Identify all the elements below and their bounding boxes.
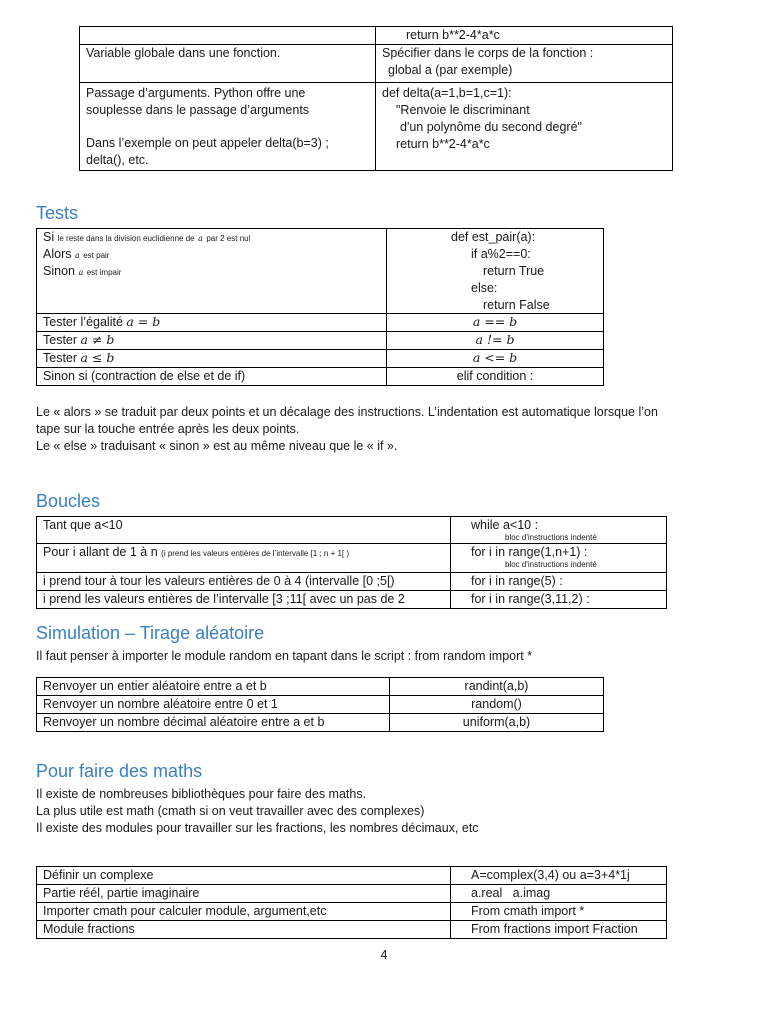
cell-right: for i in range(1,n+1) : bloc d'instructions indenté [451,544,667,573]
cell-left: i prend tour à tour les valeurs entières de 0 à 4 (intervalle [0 ;5[) [37,573,451,591]
table-row [37,332,604,350]
cell-left: Variable globale dans une fonction. [80,44,376,82]
cell-right: Spécifier dans le corps de la fonction : global a (par exemple) [376,44,673,82]
table-row [80,27,673,45]
cell-right: From fractions import Fraction [451,920,667,938]
cell-right: a == b [387,314,604,332]
cell-left: Importer cmath pour calculer module, argument,etc [37,902,451,920]
table-row [80,82,673,170]
maths-paragraph: Il existe de nombreuses bibliothèques pour faire des maths. La plus utile est math (cmath si on veut travailler avec des complexes) Il existe des modules pour travailler sur les fractions, les nombres décimaux, etc [36,787,479,835]
loops-table [36,516,667,609]
cell-right: uniform(a,b) [390,713,604,731]
table-row [37,884,667,902]
cell-right: a.real a.imag [451,884,667,902]
tests-table [36,228,604,386]
cell-right: for i in range(5) : [451,573,667,591]
table-row [37,517,667,544]
table-row [37,590,667,608]
table-row [80,44,673,82]
table-row [37,713,604,731]
cell-left: Renvoyer un nombre aléatoire entre 0 et 1 [37,695,390,713]
cell-left: Tant que a<10 [37,517,451,544]
cell-left: Renvoyer un entier aléatoire entre a et b [37,678,390,696]
functions-table [79,26,673,171]
heading-maths: Pour faire des maths [36,761,203,781]
cell-right: A=complex(3,4) ou a=3+4*1j [451,867,667,885]
cell-left: i prend les valeurs entières de l’intervalle [3 ;11[ avec un pas de 2 [37,590,451,608]
table-row [37,902,667,920]
cell-right: elif condition : [387,368,604,386]
table-row [37,350,604,368]
cell-left: Partie réél, partie imaginaire [37,884,451,902]
cell-left: Définir un complexe [37,867,451,885]
random-table [36,677,604,732]
table-row [37,544,667,573]
cell-left: Tester a ≤ b [37,350,387,368]
table-row [37,678,604,696]
cell-right: a <= b [387,350,604,368]
cell-left: Passage d’arguments. Python offre une souplesse dans le passage d’arguments Dans l’exemple on peut appeler delta(b=3) ; delta(), etc. [80,82,376,170]
table-row [37,573,667,591]
heading-tests: Tests [36,203,79,223]
cell-left: Pour i allant de 1 à n (i prend les valeurs entières de l’intervalle [1 ; n + 1[ ) [37,544,451,573]
cell-left [80,27,376,45]
cell-right: return b**2-4*a*c [376,27,673,45]
table-row [37,920,667,938]
maths-table [36,866,667,939]
cell-left: Tester l’égalité a = b [37,314,387,332]
cell-left: Module fractions [37,920,451,938]
simulation-intro: Il faut penser à importer le module random en tapant dans le script : from random import * [36,649,533,663]
heading-simulation: Simulation – Tirage aléatoire [36,623,265,643]
table-row [37,229,604,314]
table-row [37,867,667,885]
cell-right: def est_pair(a): if a%2==0: return True else: return False [387,229,604,314]
heading-boucles: Boucles [36,491,101,511]
table-row [37,368,604,386]
cell-right: while a<10 : bloc d'instructions indenté [451,517,667,544]
cell-left: Tester a ≠ b [37,332,387,350]
cell-right: for i in range(3,11,2) : [451,590,667,608]
cell-right: a != b [387,332,604,350]
cell-left: Sinon si (contraction de else et de if) [37,368,387,386]
cell-right: randint(a,b) [390,678,604,696]
cell-left: Si le reste dans la division euclidienne de a par 2 est nul Alors a est pair Sinon a est impair [37,229,387,314]
cell-left: Renvoyer un nombre décimal aléatoire entre a et b [37,713,390,731]
table-row [37,695,604,713]
cell-right: random() [390,695,604,713]
page-number: 4 [380,948,388,962]
cell-right: From cmath import * [451,902,667,920]
tests-paragraph: Le « alors » se traduit par deux points et un décalage des instructions. L’indentation est automatique lorsque l’on tape sur la touche entrée après les deux points. Le « else » traduisant « sinon » est au même niveau que le « if ». [36,405,658,453]
cell-right: def delta(a=1,b=1,c=1): "Renvoie le discriminant d'un polynôme du second degré" return b**2-4*a*c [376,82,673,170]
table-row [37,314,604,332]
